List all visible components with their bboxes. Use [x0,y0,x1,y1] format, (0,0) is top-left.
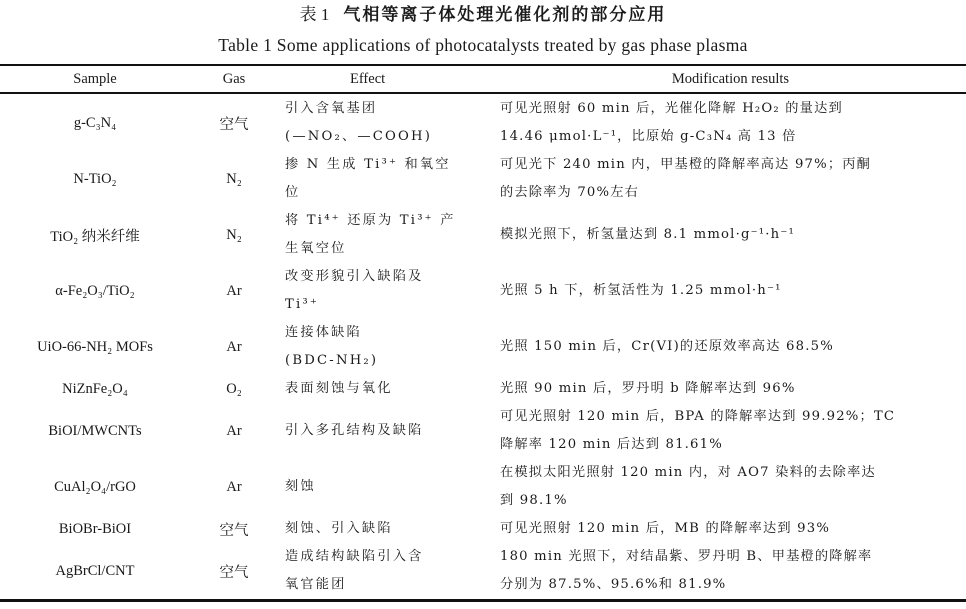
sample-text: TiO₂ 纳米纤维 [50,228,140,245]
effect-line: 生氧空位 [285,241,347,256]
header-results: Modification results [671,71,790,87]
cell-gas [190,403,278,459]
cell-results [500,319,960,375]
cell-gas [190,207,278,263]
table-row [0,543,966,599]
cell-gas [190,375,278,403]
effect-line: 引入多孔结构及缺陷 [285,423,424,438]
gas-text: 空气 [219,564,249,581]
effect-line: 将 Ti⁴⁺ 还原为 Ti³⁺ 产 [285,213,456,228]
cell-sample [0,403,190,459]
result-line: 光照 90 min 后，罗丹明 b 降解率达到 96% [500,381,796,396]
cell-sample [0,95,190,151]
gas-text: O₂ [226,380,242,397]
cell-results [500,403,960,459]
result-line: 的去除率为 70%左右 [500,185,640,200]
sample-text: NiZnFe₂O₄ [62,380,128,397]
cell-effect [285,263,485,319]
table-caption-cn [0,4,966,26]
header-gas: Gas [222,71,246,87]
result-line: 到 98.1% [500,493,568,508]
cell-gas [190,95,278,151]
result-line: 可见光照射 60 min 后，光催化降解 H₂O₂ 的量达到 [500,101,843,116]
cell-effect [285,543,485,599]
result-line: 180 min 光照下，对结晶紫、罗丹明 B、甲基橙的降解率 [500,549,873,564]
cell-results [500,151,960,207]
cell-gas [190,543,278,599]
effect-line: Ti³⁺ [285,297,320,312]
effect-line: 引入含氧基团 [285,101,378,116]
effect-line: 位 [285,185,301,200]
result-line: 光照 150 min 后，Cr(VI)的还原效率高达 68.5% [500,339,834,354]
cell-gas [190,319,278,375]
effect-line: 刻蚀 [285,479,316,494]
cell-gas [190,515,278,543]
cell-sample [0,515,190,543]
cell-effect [285,403,485,459]
cell-sample [0,263,190,319]
effect-line: 表面刻蚀与氧化 [285,381,393,396]
effect-line: (BDC-NH₂) [285,353,379,368]
sample-text: AgBrCl/CNT [55,562,135,579]
table-row [0,319,966,375]
table-caption-en: Table 1 Some applications of photocatalysts treated by gas phase plasma [218,35,748,55]
result-line: 模拟光照下，析氢量达到 8.1 mmol·g⁻¹·h⁻¹ [500,227,795,242]
gas-text: 空气 [219,522,249,539]
effect-line: 氧官能团 [285,577,347,592]
table-row [0,403,966,459]
cell-results [500,543,960,599]
cell-sample [0,207,190,263]
table-row [0,459,966,515]
table-row [0,207,966,263]
table-row [0,263,966,319]
header-effect: Effect [350,71,386,87]
result-line: 可见光下 240 min 内，甲基橙的降解率高达 97%；丙酮 [500,157,872,172]
sample-text: BiOI/MWCNTs [48,422,142,439]
result-line: 可见光照射 120 min 后，MB 的降解率达到 93% [500,521,831,536]
effect-line: 改变形貌引入缺陷及 [285,269,424,284]
result-line: 分别为 87.5%、95.6%和 81.9% [500,577,727,592]
result-line: 在模拟太阳光照射 120 min 内，对 AO7 染料的去除率达 [500,465,876,480]
result-line: 降解率 120 min 后达到 81.61% [500,437,723,452]
cell-results [500,207,960,263]
cell-gas [190,151,278,207]
effect-line: (—NO₂、—COOH) [285,129,433,144]
effect-line: 连接体缺陷 [285,325,362,340]
table-title-cn: 气相等离子体处理光催化剂的部分应用 [343,5,667,25]
cell-results [500,375,960,403]
sample-text: BiOBr-BiOI [58,520,132,537]
cell-results [500,263,960,319]
cell-gas [190,459,278,515]
gas-text: Ar [226,478,242,495]
cell-sample [0,319,190,375]
cell-sample [0,375,190,403]
table-row [0,375,966,403]
cell-effect [285,95,485,151]
table-number: 表 1 [299,5,330,24]
header-sample: Sample [73,71,117,87]
cell-results [500,515,960,543]
sample-text: g-C₃N₄ [73,114,117,131]
cell-results [500,459,960,515]
table-row [0,515,966,543]
bottom-rule [0,599,966,602]
gas-text: Ar [226,422,242,439]
gas-text: Ar [226,338,242,355]
gas-text: 空气 [219,116,249,133]
header-rule [0,92,966,94]
cell-sample [0,543,190,599]
cell-results [500,95,960,151]
sample-text: UiO-66-NH₂ MOFs [37,338,153,355]
cell-gas [190,263,278,319]
result-line: 可见光照射 120 min 后，BPA 的降解率达到 99.92%；TC [500,409,896,424]
cell-effect [285,375,485,403]
table-row [0,95,966,151]
cell-effect [285,207,485,263]
cell-effect [285,515,485,543]
table-row [0,151,966,207]
sample-text: N-TiO₂ [73,170,117,187]
sample-text: CuAl₂O₄/rGO [54,478,136,495]
cell-sample [0,459,190,515]
cell-effect [285,319,485,375]
gas-text: N₂ [226,170,242,187]
sample-text: α-Fe₂O₃/TiO₂ [55,282,135,299]
result-line: 光照 5 h 下，析氢活性为 1.25 mmol·h⁻¹ [500,283,782,298]
effect-line: 掺 N 生成 Ti³⁺ 和氧空 [285,157,451,172]
result-line: 14.46 μmol·L⁻¹，比原始 g-C₃N₄ 高 13 倍 [500,129,797,144]
cell-sample [0,151,190,207]
effect-line: 刻蚀、引入缺陷 [285,521,393,536]
cell-effect [285,459,485,515]
gas-text: N₂ [226,226,242,243]
cell-effect [285,151,485,207]
gas-text: Ar [226,282,242,299]
effect-line: 造成结构缺陷引入含 [285,549,424,564]
